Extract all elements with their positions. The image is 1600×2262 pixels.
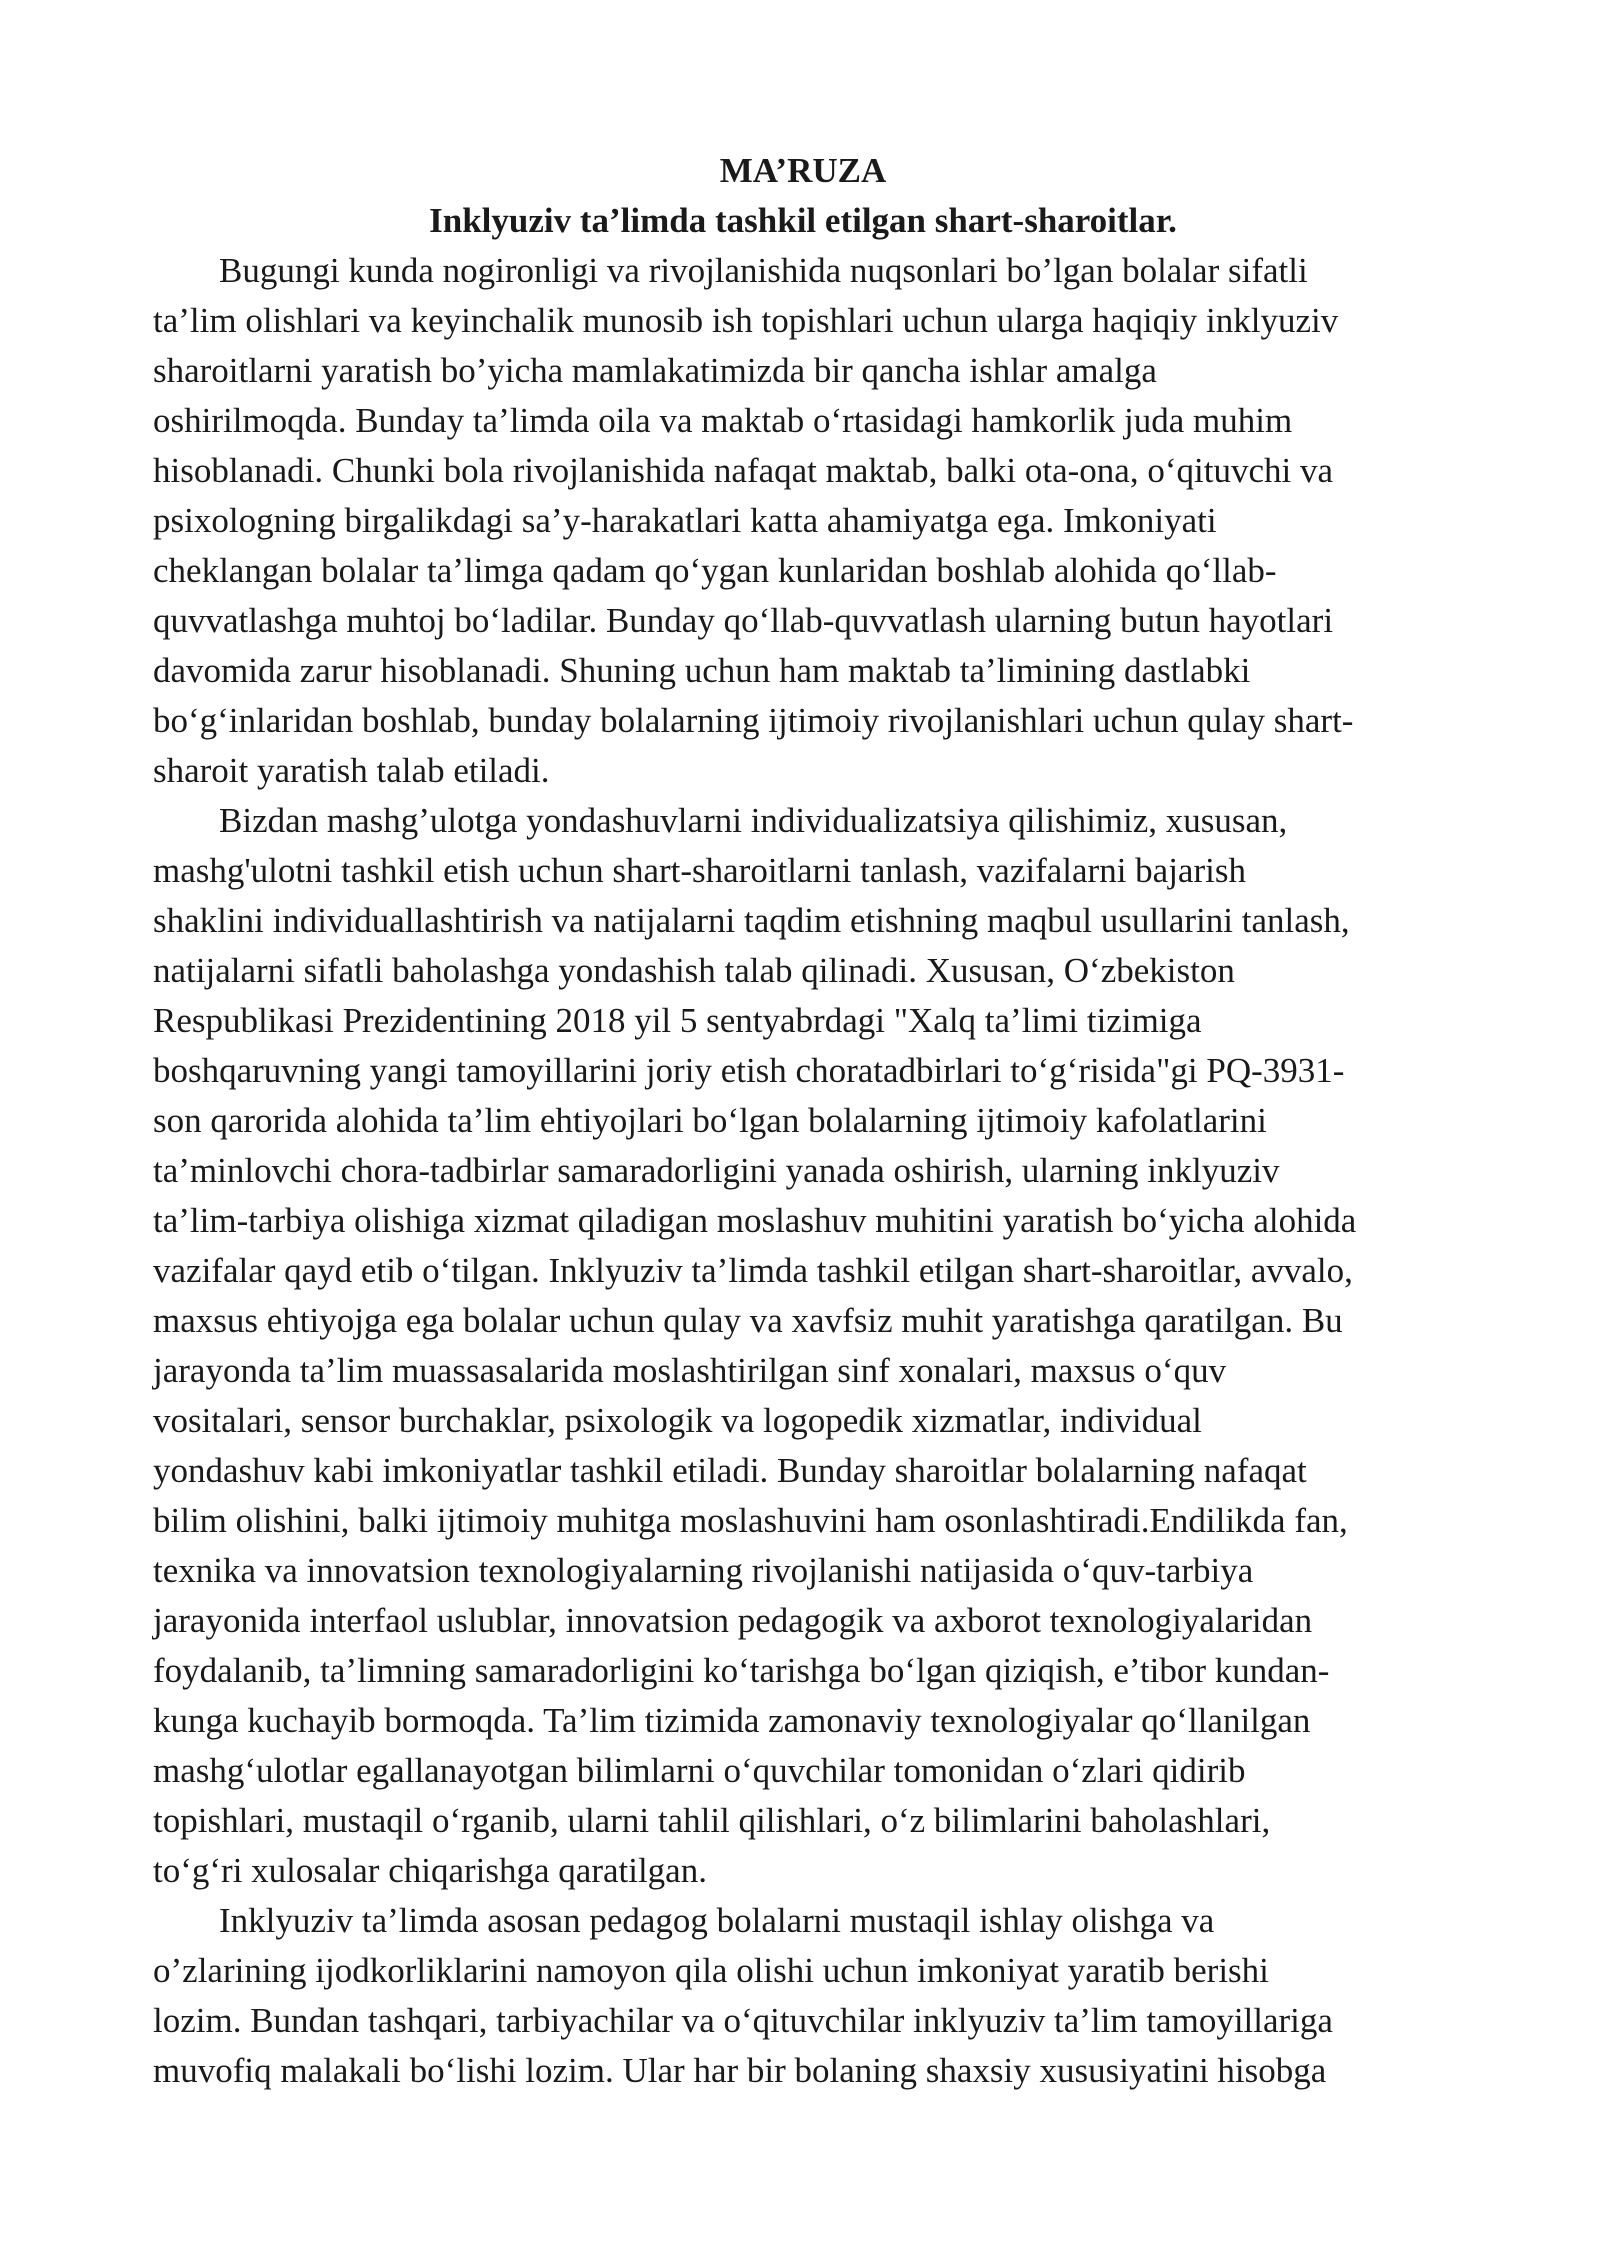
paragraph-line: maxsus ehtiyojga ega bolalar uchun qulay va xavfsiz muhit yaratishga qaratilgan. Bu: [153, 1301, 1343, 1340]
paragraph-line: vositalari, sensor burchaklar, psixologik va logopedik xizmatlar, individual: [153, 1401, 1202, 1440]
paragraph-line: hisoblanadi. Chunki bola rivojlanishida nafaqat maktab, balki ota-ona, oʻqituvchi va: [153, 451, 1333, 490]
paragraph-line: son qarorida alohida ta’lim ehtiyojlari boʻlgan bolalarning ijtimoiy kafolatlarini: [153, 1101, 1267, 1140]
paragraph-line: ta’minlovchi chora-tadbirlar samaradorligini yanada oshirish, ularning inklyuziv: [153, 1151, 1280, 1190]
paragraph-line: Bizdan mashg’ulotga yondashuvlarni individualizatsiya qilishimiz, xususan,: [219, 801, 1288, 840]
paragraph-line: Bugungi kunda nogironligi va rivojlanishida nuqsonlari bo’lgan bolalar sifatli: [219, 251, 1308, 290]
paragraph-line: ta’lim-tarbiya olishiga xizmat qiladigan moslashuv muhitini yaratish boʻyicha alohida: [153, 1201, 1357, 1240]
paragraph-line: shaklini individuallashtirish va natijalarni taqdim etishning maqbul usullarini tanlash,: [153, 901, 1350, 940]
paragraph-line: sharoit yaratish talab etiladi.: [153, 751, 550, 790]
paragraph-line: cheklangan bolalar ta’limga qadam qoʻygan kunlaridan boshlab alohida qoʻllab-: [153, 551, 1277, 590]
paragraph-line: vazifalar qayd etib oʻtilgan. Inklyuziv ta’limda tashkil etilgan shart-sharoitlar, avvalo,: [153, 1251, 1353, 1290]
paragraph-line: foydalanib, ta’limning samaradorligini koʻtarishga boʻlgan qiziqish, e’tibor kundan-: [153, 1651, 1330, 1690]
paragraph-line: texnika va innovatsion texnologiyalarning rivojlanishi natijasida oʻquv-tarbiya: [153, 1551, 1254, 1590]
paragraph-line: toʻgʻri xulosalar chiqarishga qaratilgan.: [153, 1851, 707, 1890]
paragraph-line: ta’lim olishlari va keyinchalik munosib ish topishlari uchun ularga haqiqiy inklyuziv: [153, 301, 1339, 340]
paragraph-1: [153, 246, 1453, 796]
paragraph-line: quvvatlashga muhtoj boʻladilar. Bunday qoʻllab-quvvatlash ularning butun hayotlari: [153, 601, 1334, 640]
paragraph-line: lozim. Bundan tashqari, tarbiyachilar va oʻqituvchilar inklyuziv ta’lim tamoyillariga: [153, 2001, 1333, 2040]
document-subtitle: Inklyuziv ta’limda tashkil etilgan shart-sharoitlar.: [429, 201, 1177, 240]
paragraph-line: bilim olishini, balki ijtimoiy muhitga moslashuvini ham osonlashtiradi.Endilikda fan,: [153, 1501, 1348, 1540]
paragraph-line: psixologning birgalikdagi sa’y-harakatlari katta ahamiyatga ega. Imkoniyati: [153, 501, 1217, 540]
paragraph-line: Respublikasi Prezidentining 2018 yil 5 sentyabrdagi "Xalq ta’limi tizimiga: [153, 1001, 1202, 1040]
paragraph-3: [153, 1896, 1453, 2096]
paragraph-line: mashg'ulotni tashkil etish uchun shart-sharoitlarni tanlash, vazifalarni bajarish: [153, 851, 1246, 890]
paragraph-line: sharoitlarni yaratish bo’yicha mamlakatimizda bir qancha ishlar amalga: [153, 351, 1157, 390]
document-title: MA’RUZA: [719, 151, 887, 190]
document-page: [153, 146, 1453, 2096]
paragraph-line: natijalarni sifatli baholashga yondashish talab qilinadi. Xususan, Oʻzbekiston: [153, 951, 1235, 990]
paragraph-line: o’zlarining ijodkorliklarini namoyon qila olishi uchun imkoniyat yaratib berishi: [153, 1951, 1269, 1990]
paragraph-line: jarayonida interfaol uslublar, innovatsion pedagogik va axborot texnologiyalaridan: [153, 1601, 1313, 1640]
paragraph-line: oshirilmoqda. Bunday ta’limda oila va maktab oʻrtasidagi hamkorlik juda muhim: [153, 401, 1293, 440]
paragraph-line: boshqaruvning yangi tamoyillarini joriy etish choratadbirlari toʻgʻrisida"gi PQ-3931-: [153, 1051, 1345, 1090]
paragraph-line: boʻgʻinlaridan boshlab, bunday bolalarning ijtimoiy rivojlanishlari uchun qulay shart-: [153, 701, 1354, 740]
paragraph-line: muvofiq malakali boʻlishi lozim. Ular har bir bolaning shaxsiy xususiyatini hisobga: [153, 2051, 1327, 2090]
paragraph-line: jarayonda ta’lim muassasalarida moslashtirilgan sinf xonalari, maxsus oʻquv: [153, 1351, 1227, 1390]
paragraph-line: yondashuv kabi imkoniyatlar tashkil etiladi. Bunday sharoitlar bolalarning nafaqat: [153, 1451, 1307, 1490]
paragraph-line: Inklyuziv ta’limda asosan pedagog bolalarni mustaqil ishlay olishga va: [219, 1901, 1215, 1940]
paragraph-line: kunga kuchayib bormoqda. Ta’lim tizimida zamonaviy texnologiyalar qoʻllanilgan: [153, 1701, 1311, 1740]
paragraph-line: mashgʻulotlar egallanayotgan bilimlarni oʻquvchilar tomonidan oʻzlari qidirib: [153, 1751, 1246, 1790]
paragraph-line: topishlari, mustaqil oʻrganib, ularni tahlil qilishlari, oʻz bilimlarini baholashlari,: [153, 1801, 1271, 1840]
paragraph-2: [153, 796, 1453, 1896]
paragraph-line: davomida zarur hisoblanadi. Shuning uchun ham maktab ta’limining dastlabki: [153, 651, 1251, 690]
